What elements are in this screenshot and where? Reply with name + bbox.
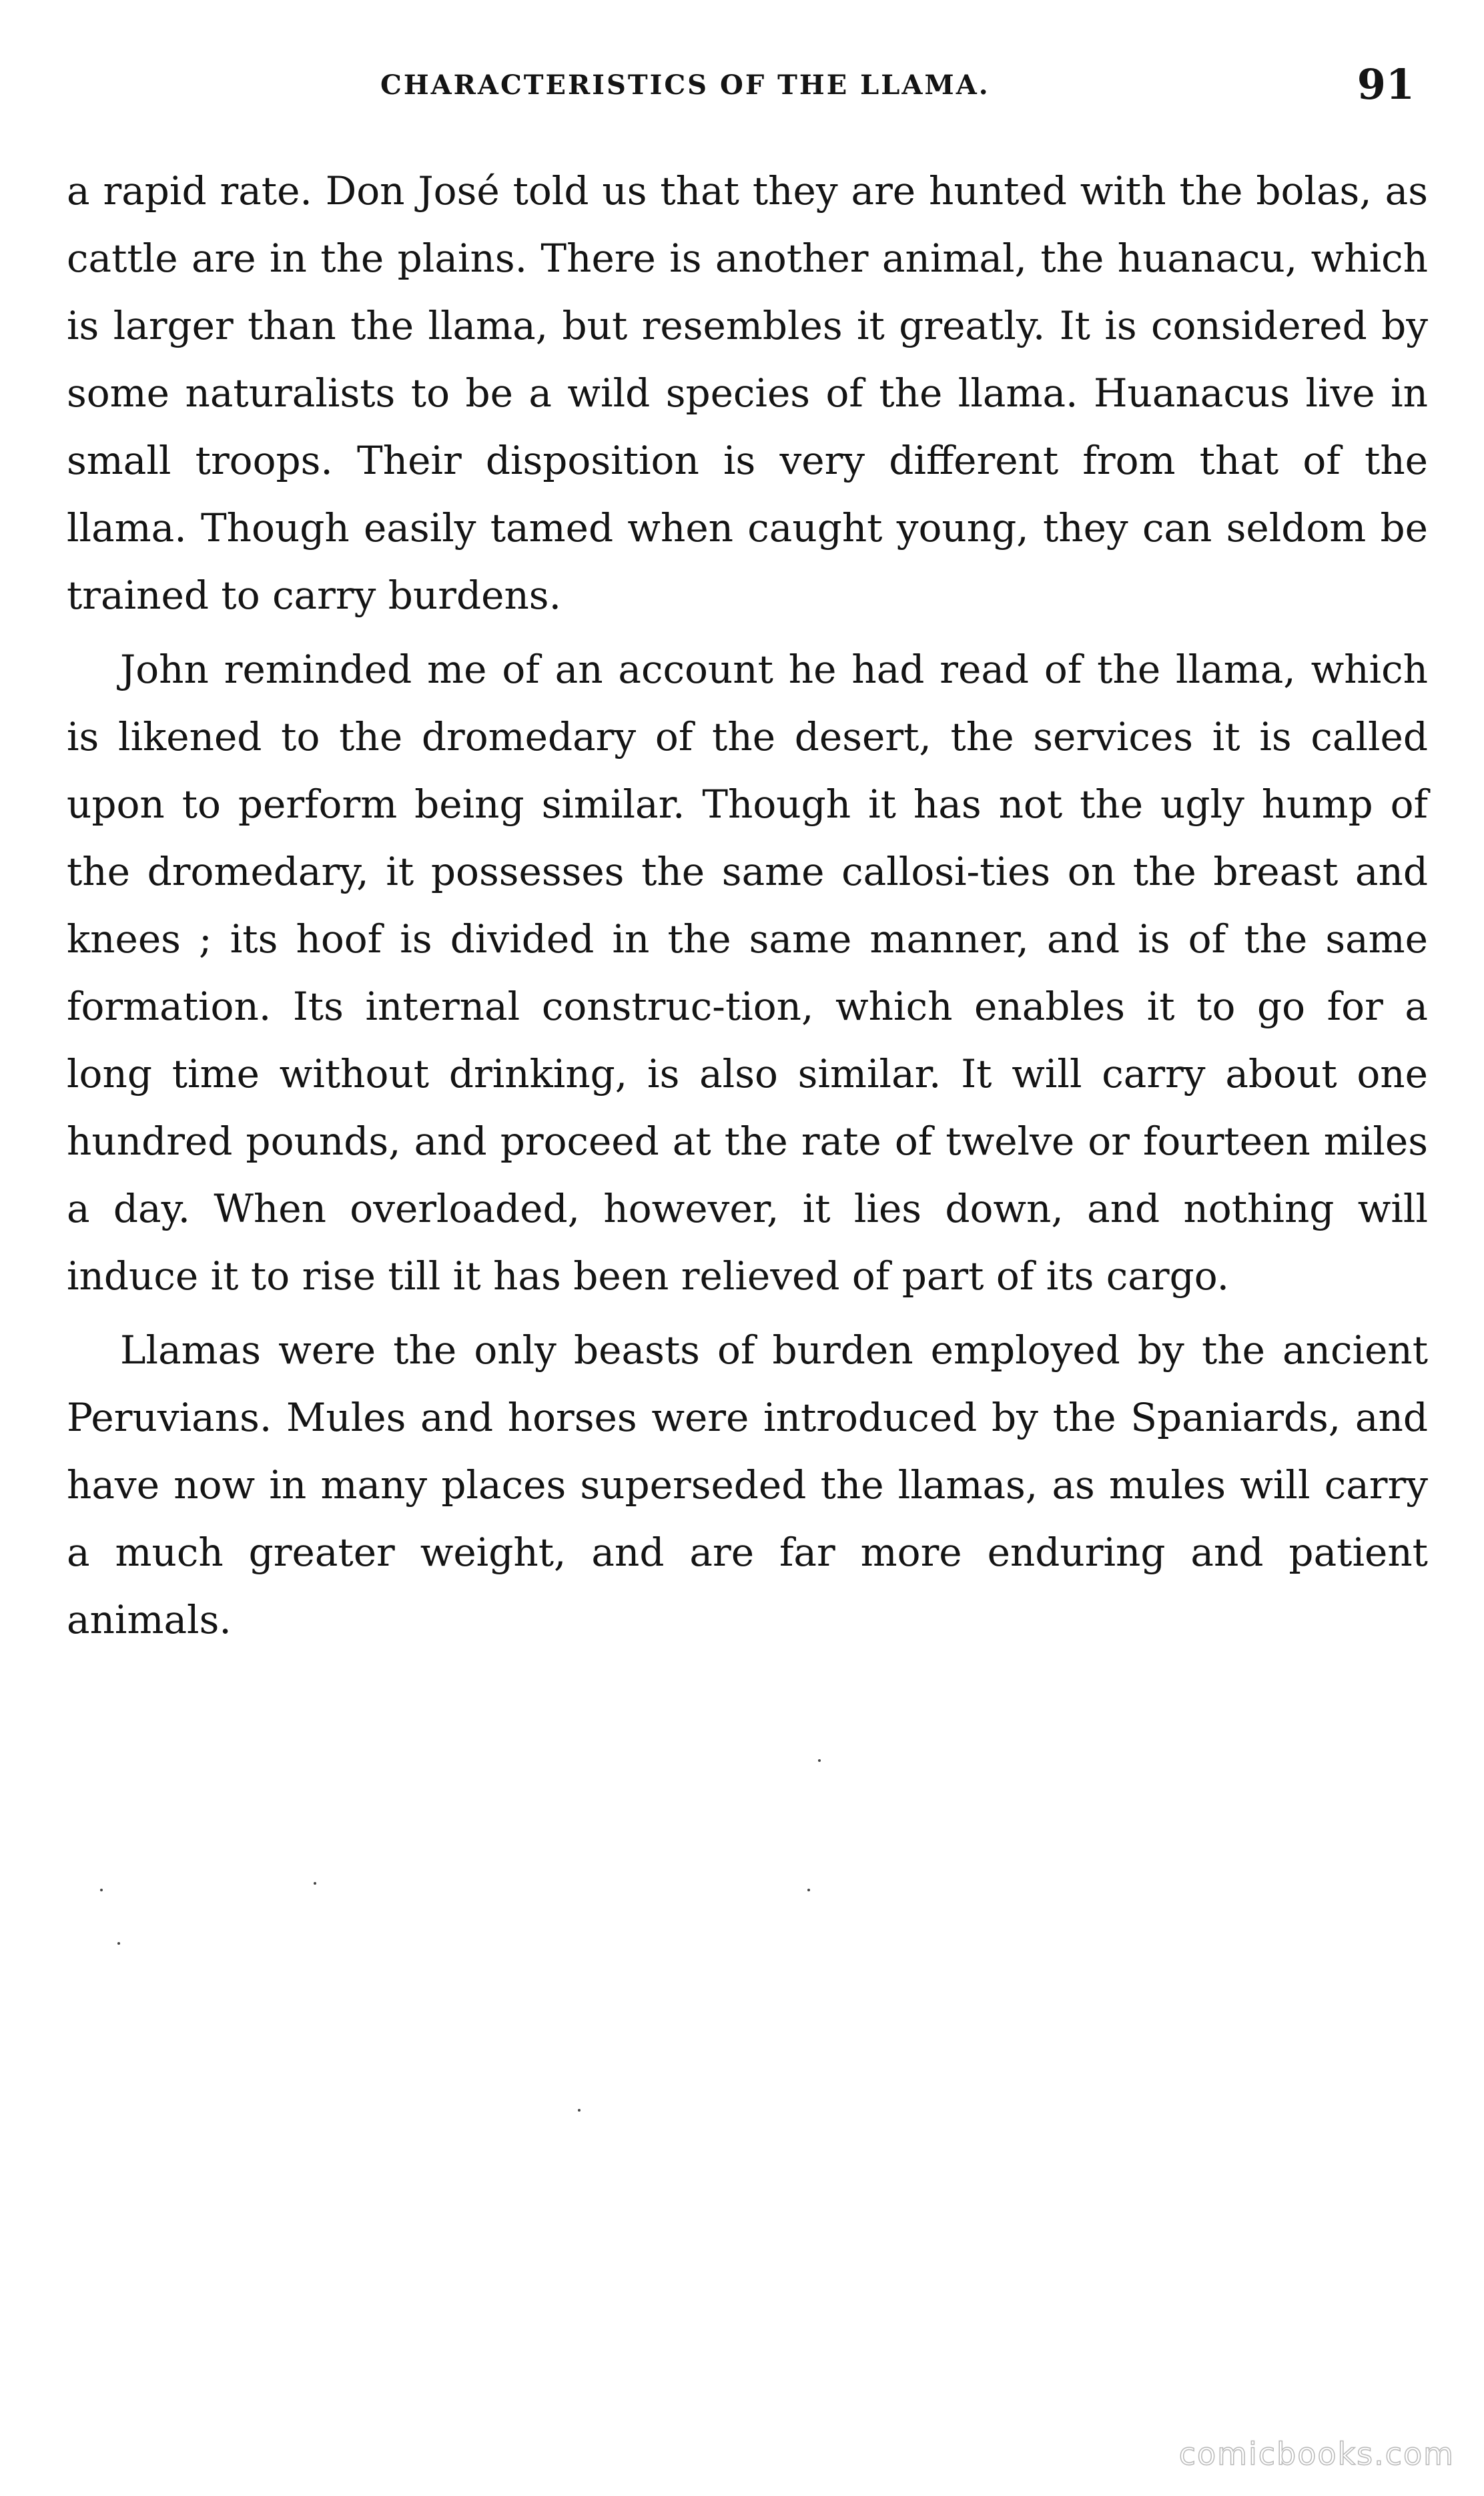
running-head xyxy=(67,60,1428,124)
paragraph-continued: a rapid rate. Don José told us that they are hunted with the bolas, as cattle are in the plains. There is another animal, the huanacu, which is larger than the llama, but resembles it greatly. It is considered by some naturalists to be a wild species of the llama. Huanacus live in small troops. Their disposition is very different from that of the llama. Though easily tamed when caught young, they can seldom be trained to carry burdens. xyxy=(67,168,1428,618)
print-speck xyxy=(117,1942,120,1945)
paragraph-beasts-of-burden: Llamas were the only beasts of burden employed by the ancient Peruvians. Mules and horses were introduced by the Spaniards, and have now in many places superseded the llamas, as mules will carry a much greater weight, and are far more enduring and patient animals. xyxy=(67,1327,1428,1642)
print-speck xyxy=(314,1882,316,1885)
print-speck xyxy=(807,1889,810,1891)
print-speck xyxy=(578,2109,581,2112)
page-number: 91 xyxy=(1357,60,1415,109)
paragraph-llama-dromedary: John reminded me of an account he had read of the llama, which is likened to the dromedary of the desert, the services it is called upon to perform being similar. Though it has not the ugly hump of the dromedary, it possesses the same callosi-ties on the breast and knees ; its hoof is divided in the same manner, and is of the same formation. Its internal construc-tion, which enables it to go for a long time without drinking, is also similar. It will carry about one hundred pounds, and proceed at the rate of twelve or fourteen miles a day. When overloaded, however, it lies down, and nothing will induce it to rise till it has been relieved of part of its cargo. xyxy=(67,647,1428,1299)
body-text xyxy=(67,158,1428,1654)
watermark: comicbooks.com xyxy=(1178,2436,1455,2472)
print-speck xyxy=(818,1759,821,1762)
print-speck xyxy=(100,1889,103,1891)
running-title: CHARACTERISTICS OF THE LLAMA. xyxy=(380,69,990,101)
